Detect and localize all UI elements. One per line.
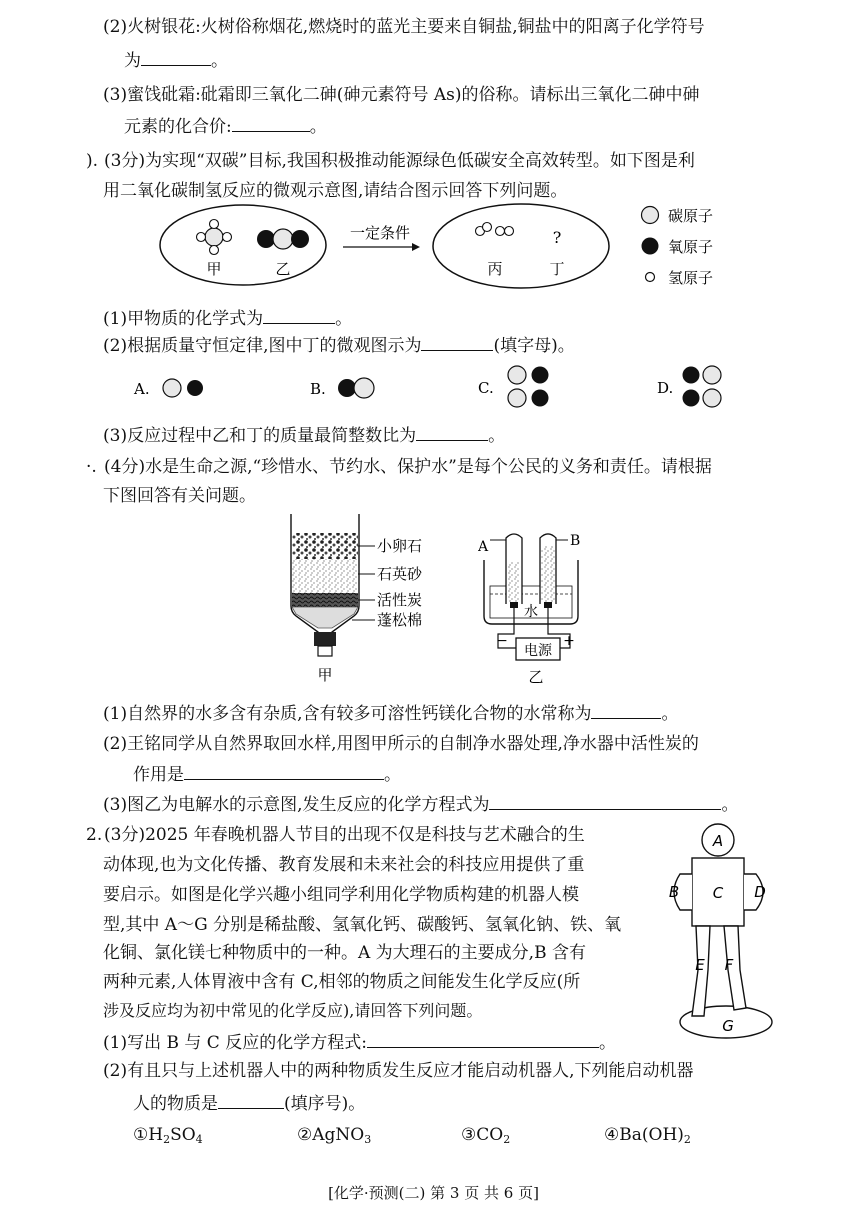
text: 作用是	[133, 765, 184, 785]
robot-label-b: B	[668, 883, 680, 901]
answer-blank[interactable]	[232, 115, 310, 132]
q13-stem-line-6: 两种元素,人体胃液中含有 C,相邻的物质之间能发生化学反应(所	[103, 972, 581, 992]
option-c-label: C.	[478, 379, 494, 397]
text: 人的物质是	[133, 1094, 218, 1114]
q12-stem-line1: (4分)水是生命之源,“珍惜水、节约水、保护水”是每个公民的义务和责任。请根据	[104, 457, 712, 477]
formula-part: Ba(OH)	[619, 1125, 684, 1145]
q13-stem-line-5: 化铜、氯化镁七种物质中的一种。A 为大理石的主要成分,B 含有	[103, 943, 586, 963]
option-b-label: B.	[310, 380, 326, 398]
plus-sign: +	[563, 633, 575, 649]
q13-part2-line2	[133, 1092, 365, 1115]
label-activated-carbon: 活性炭	[377, 591, 423, 609]
q13-stem-line-3: 要启示。如图是化学兴趣小组同学利用化学物质构建的机器人模	[103, 885, 579, 905]
tube-b-label: B	[570, 533, 581, 549]
q12-stem-line2: 下图回答有关问题。	[103, 486, 256, 506]
text: (3)反应过程中乙和丁的质量最简整数比为	[103, 426, 417, 446]
answer-blank[interactable]	[367, 1031, 599, 1048]
q13-number: 2.	[86, 825, 103, 845]
quartz-sand-layer	[292, 559, 358, 593]
text: 。	[309, 117, 327, 137]
hydrogen-atom-icon	[646, 273, 655, 282]
arrow-head	[412, 243, 420, 251]
robot-label-e: E	[695, 956, 705, 974]
answer-blank[interactable]	[218, 1092, 284, 1109]
text: 为	[124, 51, 141, 71]
q10-part2-line1: (2)火树银花:火树俗称烟花,燃烧时的蓝光主要来自铜盐,铜盐中的阳离子化学符号	[103, 17, 705, 37]
activated-carbon-layer	[292, 593, 358, 607]
robot-label-a: A	[712, 832, 724, 850]
caption-yi: 乙	[528, 668, 544, 686]
text: (2)根据质量守恒定律,图中丁的微观图示为	[103, 336, 422, 356]
option-c-oxygen-2	[532, 390, 549, 407]
option-c-oxygen-1	[532, 367, 549, 384]
q12-part3	[103, 793, 738, 816]
q11-stem-line1: (3分)为实现“双碳”目标,我国积极推动能源绿色低碳安全高效转型。如下图是利	[104, 151, 695, 171]
text: (1)写出 B 与 C 反应的化学方程式:	[103, 1033, 367, 1053]
product-ellipse	[433, 204, 609, 288]
text: 。	[384, 765, 401, 785]
choice-1	[133, 1124, 203, 1151]
text: 元素的化合价:	[124, 117, 232, 137]
q12-part2-line1: (2)王铭同学从自然界取回水样,用图甲所示的自制净水器处理,净水器中活性炭的	[103, 734, 699, 754]
legend-carbon: 碳原子	[668, 207, 714, 225]
formula-part: SO	[170, 1125, 196, 1145]
bottle-neck	[318, 646, 332, 656]
hydrogen-molecules	[476, 223, 514, 236]
robot-label-g: G	[722, 1017, 734, 1035]
answer-blank[interactable]	[184, 763, 384, 780]
text: 。	[211, 51, 228, 71]
q13-part1	[103, 1031, 616, 1054]
subscript: 2	[503, 1133, 511, 1146]
q13-stem-line-1: (3分)2025 年春晚机器人节目的出现不仅是科技与艺术融合的生	[104, 825, 585, 845]
robot-label-f: F	[724, 956, 734, 974]
option-d-label: D.	[657, 379, 674, 397]
q12-number: ·.	[86, 457, 97, 477]
option-b-carbon	[354, 378, 374, 398]
text: (填字母)。	[493, 336, 575, 356]
option-a-label: A.	[134, 380, 150, 398]
q10-part3-line2	[124, 115, 327, 138]
q11-part2	[103, 334, 575, 357]
electrode-b	[544, 602, 552, 608]
option-d-carbon-1	[703, 366, 721, 384]
pebble-layer	[292, 533, 358, 559]
text: 。	[721, 795, 739, 815]
answer-blank[interactable]	[416, 424, 488, 441]
label-jia: 甲	[206, 260, 222, 278]
q13-stem-line-4: 型,其中 A～G 分别是稀盐酸、氢氧化钙、碳酸钙、氢氧化钠、铁、氧	[103, 915, 622, 935]
q13-part2-line1: (2)有且只与上述机器人中的两种物质发生反应才能启动机器人,下列能启动机器	[103, 1061, 694, 1081]
subscript: 4	[195, 1133, 203, 1146]
text: 。	[488, 426, 506, 446]
option-d-oxygen-2	[683, 390, 700, 407]
text: (3)图乙为电解水的示意图,发生反应的化学方程式为	[103, 795, 490, 815]
water-filter-diagram	[280, 508, 450, 688]
subscript: 2	[683, 1133, 691, 1146]
option-c-carbon-1	[508, 366, 526, 384]
label-quartz-sand: 石英砂	[377, 565, 423, 583]
q13-stem-line-2: 动体现,也为文化传播、教育发展和未来社会的科技应用提供了重	[103, 855, 585, 875]
power-label: 电源	[524, 643, 552, 659]
page-footer: [化学·预测(二) 第 3 页 共 6 页]	[328, 1184, 539, 1202]
legend-hydrogen: 氢原子	[668, 269, 714, 287]
formula-part: AgNO	[312, 1125, 365, 1145]
answer-blank[interactable]	[591, 702, 661, 719]
text: 。	[598, 1033, 616, 1053]
answer-blank[interactable]	[489, 793, 721, 810]
label-pebbles: 小卵石	[377, 537, 423, 555]
bottle-cap	[314, 632, 336, 646]
tube-b-water	[542, 546, 555, 602]
water-label: 水	[524, 604, 538, 620]
choice-mark: ②	[297, 1125, 313, 1145]
q11-number: ).	[86, 151, 99, 171]
robot-diagram	[662, 820, 782, 1045]
text: (填序号)。	[284, 1094, 366, 1114]
choice-4	[604, 1124, 691, 1151]
tube-a-water	[508, 562, 521, 602]
tube-a-label: A	[478, 539, 489, 555]
q10-part3-line1: (3)蜜饯砒霜:砒霜即三氧化二砷(砷元素符号 As)的俗称。请标出三氧化二砷中砷	[103, 85, 700, 105]
label-cotton: 蓬松棉	[377, 611, 423, 629]
robot-label-d: D	[754, 883, 766, 901]
caption-jia: 甲	[317, 666, 333, 684]
q13-stem-line-7: 涉及反应均为初中常见的化学反应),请回答下列问题。	[103, 1001, 483, 1020]
methane-molecule	[197, 220, 232, 255]
carbon-dioxide-molecule	[257, 229, 309, 249]
legend-oxygen: 氧原子	[668, 238, 714, 256]
q12-part2-line2	[133, 763, 401, 786]
choice-mark: ①	[133, 1125, 149, 1145]
text: 。	[661, 704, 679, 724]
label-yi: 乙	[275, 260, 291, 278]
cotton-layer	[292, 607, 358, 628]
minus-sign: −	[496, 633, 508, 649]
option-d-oxygen-1	[683, 367, 700, 384]
unknown-product-mark: ?	[552, 228, 562, 247]
formula-part: H	[148, 1125, 164, 1145]
answer-blank[interactable]	[141, 49, 211, 66]
option-c-carbon-2	[508, 389, 526, 407]
option-a-oxygen	[187, 380, 203, 396]
carbon-atom-icon	[642, 207, 659, 224]
choice-mark: ③	[461, 1125, 477, 1145]
q10-part2-line2	[124, 49, 228, 72]
robot-label-c: C	[712, 884, 724, 902]
answer-blank[interactable]	[421, 334, 493, 351]
label-ding: 丁	[549, 260, 565, 278]
option-a-carbon	[163, 379, 181, 397]
q11-stem-line2: 用二氧化碳制氢反应的微观示意图,请结合图示回答下列问题。	[103, 181, 568, 201]
oxygen-atom-icon	[642, 238, 659, 255]
label-bing: 丙	[487, 260, 503, 278]
choice-2	[297, 1124, 371, 1151]
electrode-a	[510, 602, 518, 608]
text: 。	[335, 309, 353, 329]
electrolysis-diagram	[478, 524, 608, 688]
text: (1)自然界的水多含有杂质,含有较多可溶性钙镁化合物的水常称为	[103, 704, 592, 724]
subscript: 2	[163, 1133, 171, 1146]
q11-options	[120, 360, 740, 416]
q11-part1	[103, 307, 352, 330]
answer-blank[interactable]	[263, 307, 335, 324]
option-b-oxygen	[338, 379, 356, 397]
arrow-label: 一定条件	[349, 224, 411, 242]
text: (1)甲物质的化学式为	[103, 309, 264, 329]
formula-part: CO	[476, 1125, 504, 1145]
subscript: 3	[364, 1133, 372, 1146]
choice-mark: ④	[604, 1125, 620, 1145]
q12-part1	[103, 702, 678, 725]
choice-3	[461, 1124, 510, 1151]
reaction-microscopic-diagram	[150, 200, 750, 300]
q11-part3	[103, 424, 505, 447]
option-d-carbon-2	[703, 389, 721, 407]
